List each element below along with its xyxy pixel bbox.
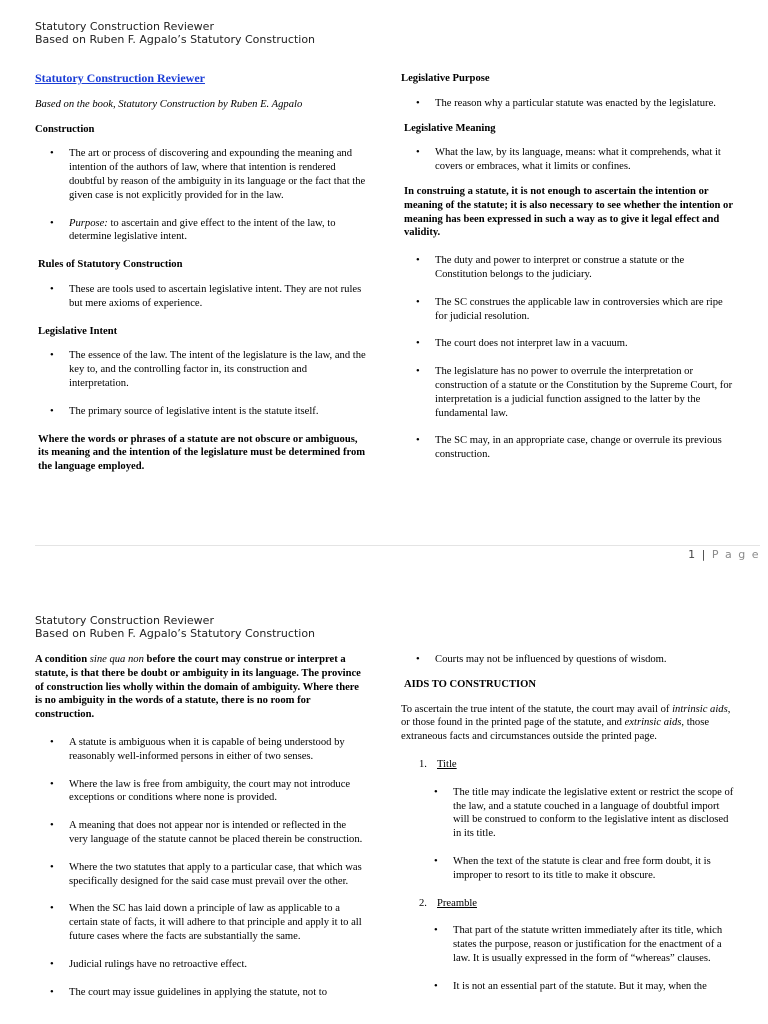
- heading-legislative-intent: Legislative Intent: [38, 325, 118, 337]
- heading-rules: Rules of Statutory Construction: [38, 259, 183, 271]
- page-label: P a g e: [711, 548, 760, 561]
- list-item: • The title may indicate the legislative extent or restrict the scope of the law, and a statute couched in a language of doubtful import will be construed to conform to the legislative intent as disclosed in its title.: [401, 786, 736, 841]
- list-item: • When the text of the statute is clear and free form doubt, it is improper to resort to its title to make it obscure.: [401, 855, 736, 883]
- header-subtitle: Based on Ruben F. Agpalo’s Statutory Construction: [35, 627, 316, 640]
- list-item: • Judicial rulings have no retroactive effect.: [35, 958, 367, 972]
- list-item: • The court may issue guidelines in applying the statute, not to: [35, 986, 367, 1000]
- page1-right-column: [401, 72, 736, 462]
- page2-right-column: [401, 653, 736, 994]
- list-item: • The court does not interpret law in a vacuum.: [401, 337, 736, 351]
- based-on-line: Based on the book, Statutory Construction by Ruben E. Agpalo: [35, 98, 303, 110]
- header-subtitle: Based on Ruben F. Agpalo’s Statutory Construction: [35, 33, 316, 46]
- page-header: [35, 20, 315, 46]
- header-title: Statutory Construction Reviewer: [35, 20, 214, 33]
- page2-left-column: [35, 653, 367, 999]
- list-item: • The legislature has no power to overrule the interpretation or construction of a statute or the Constitution by the Supreme Court, for interpretation is a judicial function assigned to the latter by the fundamental law.: [401, 365, 736, 420]
- page-footer: 1 | P a g e: [688, 548, 760, 561]
- list-item: • The reason why a particular statute was enacted by the legislature.: [401, 97, 736, 111]
- bold-paragraph: Where the words or phrases of a statute are not obscure or ambiguous, its meaning and the intention of the legislature must be determined from the language employed.: [38, 433, 366, 473]
- list-item: • The primary source of legislative intent is the statute itself.: [35, 405, 367, 419]
- page-header: [35, 614, 315, 640]
- list-item: • The duty and power to interpret or construe a statute or the Constitution belongs to the judiciary.: [401, 254, 736, 282]
- bold-paragraph: In construing a statute, it is not enough to ascertain the intention or meaning of the statute; it is also necessary to see whether the intention or meaning has been expressed in such a way as to give it legal effect and validity.: [404, 185, 733, 239]
- aids-paragraph: To ascertain the true intent of the statute, the court may avail of intrinsic aids, or those found in the printed page of the statute, and extrinsic aids, those extraneous facts and circumstances outside the printed page.: [401, 703, 731, 743]
- list-item: • A meaning that does not appear nor is intended or reflected in the very language of the statute cannot be placed therein be construction.: [35, 819, 367, 847]
- footer-divider: [35, 545, 760, 546]
- list-item: • That part of the statute written immediately after its title, which states the purpose, reason or justification for the enactment of a law. It is usually expressed in the form of “whereas” clauses.: [401, 924, 736, 965]
- heading-aids-to-construction: AIDS TO CONSTRUCTION: [404, 678, 537, 690]
- list-item: • The essence of the law. The intent of the legislature is the law, and the key to, and the controlling factor in, its construction and interpretation.: [35, 349, 367, 390]
- list-item: • These are tools used to ascertain legislative intent. They are not rules but mere axioms of experience.: [35, 283, 367, 311]
- list-item: • Courts may not be influenced by questions of wisdom.: [401, 653, 736, 667]
- condition-paragraph: A condition sine qua non before the court may construe or interpret a statute, is that there be doubt or ambiguity in its language. The province of construction lies wholly within the domain of ambiguity. Where there is no ambiguity in the words of a statute, there is no room for construction.: [35, 654, 361, 721]
- list-item: • What the law, by its language, means: what it comprehends, what it covers or embraces, what it limits or confines.: [401, 146, 736, 174]
- list-item: • A statute is ambiguous when it is capable of being understood by reasonably well-informed persons in either of two senses.: [35, 736, 367, 764]
- page-number: 1: [688, 548, 697, 561]
- list-item: • The SC construes the applicable law in controversies which are ripe for judicial resolution.: [401, 296, 736, 324]
- heading-legislative-purpose: Legislative Purpose: [401, 73, 490, 84]
- document-page-2: [0, 590, 768, 1024]
- list-item: • When the SC has laid down a principle of law as applicable to a certain state of facts, it will adhere to that principle and apply it to all future cases where the facts are substantially the same.: [35, 902, 367, 943]
- list-item: • It is not an essential part of the statute. But it may, when the: [401, 980, 736, 994]
- list-item: • Where the two statutes that apply to a particular case, that which was specifically designed for the said case must prevail over the other.: [35, 861, 367, 889]
- heading-legislative-meaning: Legislative Meaning: [404, 122, 496, 134]
- numbered-item-preamble: 2. Preamble: [419, 897, 478, 909]
- page1-left-column: [35, 72, 367, 474]
- header-title: Statutory Construction Reviewer: [35, 614, 214, 627]
- list-item: • The SC may, in an appropriate case, change or overrule its previous construction.: [401, 434, 736, 462]
- numbered-item-title: 1. Title: [419, 758, 457, 770]
- list-item: • Where the law is free from ambiguity, the court may not introduce exceptions or conditions where none is provided.: [35, 778, 367, 806]
- heading-construction: Construction: [35, 123, 95, 135]
- reviewer-title-link[interactable]: Statutory Construction Reviewer: [35, 71, 205, 85]
- list-item: • Purpose: to ascertain and give effect to the intent of the law, to determine legislative intent.: [35, 217, 367, 245]
- list-item: • The art or process of discovering and expounding the meaning and intention of the authors of law, where that intention is rendered doubtful by reason of the ambiguity in its language or the fact that the given case is not explicitly provided for in the law.: [35, 147, 367, 202]
